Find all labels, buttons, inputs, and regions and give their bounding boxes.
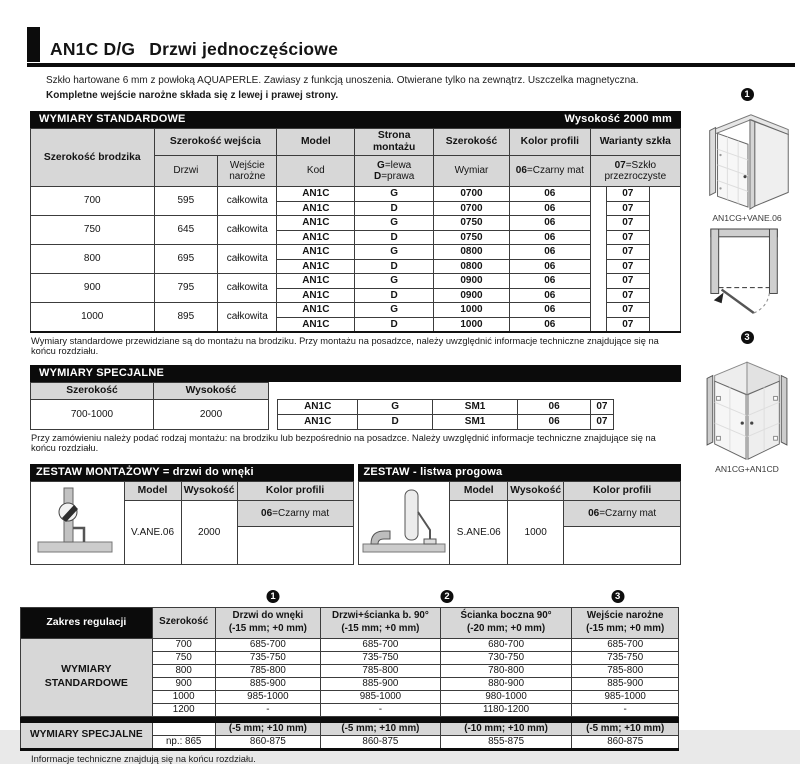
table-cell: 795 <box>154 274 218 303</box>
table-cell: 06 <box>510 245 591 260</box>
table-cell: AN1C <box>277 187 355 202</box>
column-subheader: Kod <box>277 156 355 187</box>
section-bar: ZESTAW - listwa progowa <box>358 464 682 481</box>
spacer-cell <box>590 245 606 260</box>
table-cell: 1180-1200 <box>440 703 572 716</box>
section-title: WYMIARY SPECJALNE <box>39 367 165 379</box>
table-cell: 2000 <box>153 400 268 430</box>
table-cell: 07 <box>606 259 649 274</box>
table-cell: 695 <box>154 245 218 274</box>
title-accent-bar <box>27 27 40 62</box>
intro-text <box>46 73 800 103</box>
table-cell: 06 <box>518 415 591 430</box>
table-cell: 750 <box>152 651 215 664</box>
table-row <box>31 383 682 400</box>
table-cell: 06 <box>510 259 591 274</box>
color-option: 06=Czarny mat <box>564 501 681 527</box>
table-cell: 06 <box>510 274 591 289</box>
footnote: Przy zamówieniu należy podać rodzaj montażu: na brodziku lub bezpośrednio na posadzce. Należy uwzględnić informacje techniczne znajdujące się na końcu rozdziału. <box>31 433 656 453</box>
spacer-cell <box>590 216 606 231</box>
table-cell: 980-1000 <box>440 690 572 703</box>
table-cell: AN1C <box>277 303 355 318</box>
spacer-cell <box>649 259 680 274</box>
table-cell: AN1C <box>278 400 358 415</box>
column-header: Kolor profili <box>510 129 591 156</box>
table-cell: G <box>355 303 434 318</box>
table-cell: G <box>355 245 434 260</box>
table-row <box>31 245 681 260</box>
table-cell: 700 <box>152 638 215 651</box>
table-cell: 0900 <box>433 274 509 289</box>
table-cell: D <box>355 317 434 332</box>
table-cell: 1200 <box>152 703 215 716</box>
section-label: WYMIARY SPECJALNE <box>21 722 153 749</box>
empty-cell <box>269 383 681 400</box>
table-cell: 07 <box>606 187 649 202</box>
table-cell: 685-700 <box>572 638 679 651</box>
table-cell: - <box>572 703 679 716</box>
spacer-cell <box>649 288 680 303</box>
table-cell: 0700 <box>433 187 509 202</box>
table-cell: 735-750 <box>572 651 679 664</box>
column-header: Model <box>277 129 355 156</box>
table-row <box>31 187 681 202</box>
column-header: Wysokość <box>508 482 564 501</box>
config-2-badge: 2 <box>441 590 454 603</box>
table-row <box>31 303 681 318</box>
table-cell: AN1C <box>277 274 355 289</box>
table-cell: AN1C <box>278 415 358 430</box>
table-cell: 06 <box>510 230 591 245</box>
empty-cell <box>152 722 215 735</box>
spacer-cell <box>649 230 680 245</box>
product-name: Drzwi jednoczęściowe <box>149 38 339 59</box>
spacer-cell <box>269 400 278 415</box>
table-cell: 07 <box>606 274 649 289</box>
table-cell: AN1C <box>277 259 355 274</box>
table-cell: całkowita <box>218 274 277 303</box>
table-cell: 07 <box>591 415 614 430</box>
spacer-cell <box>590 288 606 303</box>
table-cell: 645 <box>154 216 218 245</box>
table-row <box>31 216 681 231</box>
table-cell: 885-900 <box>572 677 679 690</box>
column-header: Model <box>124 482 181 501</box>
illustration-label: AN1CG+VANE.06 <box>712 213 782 223</box>
spacer-cell <box>590 187 606 202</box>
spacer-cell <box>590 274 606 289</box>
table-cell: 06 <box>510 288 591 303</box>
spacer-cell <box>613 400 681 415</box>
zestaw-listwa-section <box>358 464 682 565</box>
footnote: Wymiary standardowe przewidziane są do montażu na brodziku. Przy montażu na posadzce, należy uwzględnić informacje techniczne znajdujące się na końcu rozdziału. <box>31 336 659 356</box>
config-range: (-15 mm; +0 mm) <box>341 622 420 634</box>
table-cell: 685-700 <box>321 638 441 651</box>
table-cell: AN1C <box>277 216 355 231</box>
table-cell: 07 <box>606 288 649 303</box>
column-subheader: Wymiar <box>433 156 509 187</box>
table-cell: D <box>355 201 434 216</box>
page-header <box>27 0 681 62</box>
empty-cell <box>237 526 353 564</box>
table-cell: całkowita <box>218 187 277 216</box>
table-cell: 06 <box>510 317 591 332</box>
table-cell: 0750 <box>433 216 509 231</box>
table-row <box>21 607 679 638</box>
table-cell: (-5 mm; +10 mm) <box>572 722 679 735</box>
table-cell: (-5 mm; +10 mm) <box>215 722 320 735</box>
special-dimensions-section <box>30 365 681 453</box>
table-cell: 900 <box>31 274 155 303</box>
model-value: V.ANE.06 <box>124 501 181 565</box>
table-cell: 07 <box>606 230 649 245</box>
table-cell: 800 <box>152 664 215 677</box>
table-cell: 860-875 <box>321 735 441 749</box>
table-cell: 730-750 <box>440 651 572 664</box>
table-row <box>21 638 679 651</box>
table-cell: 0800 <box>433 259 509 274</box>
table-cell: 685-700 <box>215 638 320 651</box>
product-illustrations <box>695 84 799 474</box>
spacer-cell <box>613 415 681 430</box>
config-range: (-15 mm; +0 mm) <box>586 622 665 634</box>
table-cell: 0900 <box>433 288 509 303</box>
table-row <box>21 722 679 735</box>
table-cell: AN1C <box>277 288 355 303</box>
table-cell: AN1C <box>277 245 355 260</box>
config-title: Drzwi+ścianka b. 90° <box>332 610 429 622</box>
table-cell: 785-800 <box>321 664 441 677</box>
table-cell: G <box>355 274 434 289</box>
zestaw-montazowy-section <box>30 464 354 565</box>
column-header: Szerokość <box>31 383 154 400</box>
regulation-table-body <box>21 638 679 749</box>
mounting-profile-illustration <box>31 482 125 565</box>
wall-profile-hinge-drawing <box>34 484 120 558</box>
section-bar <box>30 111 681 128</box>
section-bar: ZESTAW MONTAŻOWY = drzwi do wnęki <box>30 464 354 481</box>
intro-line-1: Szkło hartowane 6 mm z powłoką AQUAPERLE. Zawiasy z funkcją unoszenia. Otwierane tylko na zewnątrz. Uszczelka magnetyczna. <box>46 75 639 86</box>
height-value: 1000 <box>508 501 564 565</box>
column-subheader: 06=Czarny mat <box>510 156 591 187</box>
table-row <box>31 482 354 501</box>
spacer-cell <box>649 274 680 289</box>
table-cell: 860-875 <box>572 735 679 749</box>
table-cell: 06 <box>510 303 591 318</box>
spacer-cell <box>590 303 606 318</box>
config-1-badge: 1 <box>267 590 280 603</box>
column-header: Model <box>450 482 508 501</box>
column-subheader: G=lewa D=prawa <box>355 156 434 187</box>
column-header: Wysokość <box>181 482 237 501</box>
table-cell: 735-750 <box>215 651 320 664</box>
empty-cell <box>564 526 681 564</box>
table-cell: 1000 <box>433 317 509 332</box>
table-cell: 1000 <box>31 303 155 333</box>
column-header <box>321 607 441 638</box>
table-cell: AN1C <box>277 317 355 332</box>
table-cell: 07 <box>606 245 649 260</box>
standard-dimensions-section <box>30 111 681 356</box>
table-cell: 07 <box>606 216 649 231</box>
table-cell: D <box>355 259 434 274</box>
spacer-cell <box>649 245 680 260</box>
table-cell: 985-1000 <box>215 690 320 703</box>
table-cell: SM1 <box>432 415 517 430</box>
table-cell: 700-1000 <box>31 400 154 430</box>
config-3-badge: 3 <box>611 590 624 603</box>
floor-plan-illustration <box>705 223 789 319</box>
spacer-cell <box>590 230 606 245</box>
model-value: S.ANE.06 <box>450 501 508 565</box>
column-subheader: Drzwi <box>154 156 218 187</box>
table-row <box>358 482 681 501</box>
table-cell: 985-1000 <box>321 690 441 703</box>
table-cell: 07 <box>606 201 649 216</box>
standard-table-body <box>31 187 681 333</box>
table-cell: 07 <box>606 317 649 332</box>
table-cell: całkowita <box>218 303 277 333</box>
title-rule <box>27 63 795 67</box>
spacer-cell <box>590 201 606 216</box>
table-cell: 785-800 <box>215 664 320 677</box>
table-cell: 880-900 <box>440 677 572 690</box>
table-cell: 595 <box>154 187 218 216</box>
config-range: (-15 mm; +0 mm) <box>228 622 307 634</box>
table-cell: całkowita <box>218 245 277 274</box>
spacer-cell <box>649 317 680 332</box>
spacer-cell <box>649 201 680 216</box>
table-cell: SM1 <box>432 400 517 415</box>
table-row <box>31 400 682 415</box>
spacer-cell <box>649 216 680 231</box>
table-cell: 06 <box>510 201 591 216</box>
spacer-cell <box>590 259 606 274</box>
config-title: Wejście narożne <box>586 610 664 622</box>
spacer-cell <box>649 187 680 202</box>
table-cell: 885-900 <box>321 677 441 690</box>
table-cell: 785-800 <box>572 664 679 677</box>
section-title: WYMIARY STANDARDOWE <box>39 113 186 125</box>
table-row <box>31 274 681 289</box>
threshold-strip-illustration <box>358 482 450 565</box>
table-cell: AN1C <box>277 201 355 216</box>
table-cell: - <box>321 703 441 716</box>
table-cell: D <box>358 415 433 430</box>
table-cell: AN1C <box>277 230 355 245</box>
table-cell: D <box>355 230 434 245</box>
table-cell: D <box>355 288 434 303</box>
height-note: Wysokość 2000 mm <box>564 113 672 125</box>
column-header: Szerokość wejścia <box>154 129 277 156</box>
standard-dimensions-table <box>30 128 681 333</box>
table-cell: 855-875 <box>440 735 572 749</box>
column-header: Wysokość <box>153 383 268 400</box>
color-option: 06=Czarny mat <box>237 501 353 527</box>
column-subheader: Wejście narożne <box>218 156 277 187</box>
table-cell: 06 <box>510 187 591 202</box>
column-header: Strona montażu <box>355 129 434 156</box>
zestaw-sections <box>30 464 681 565</box>
table-cell: G <box>355 187 434 202</box>
regulation-range-section <box>20 590 679 764</box>
config-1-badge: 1 <box>741 88 754 101</box>
table-cell: 07 <box>591 400 614 415</box>
column-header <box>440 607 572 638</box>
spacer-cell <box>649 303 680 318</box>
config-title: Drzwi do wnęki <box>232 610 304 622</box>
table-cell: 1000 <box>433 303 509 318</box>
column-header: Szerokość <box>433 129 509 156</box>
column-header <box>215 607 320 638</box>
column-header: Szerokość <box>152 607 215 638</box>
column-header: Kolor profili <box>237 482 353 501</box>
threshold-profile-drawing <box>361 484 447 558</box>
zestaw-montazowy-table <box>30 481 354 565</box>
config-3-badge: 3 <box>741 331 754 344</box>
table-cell: 780-800 <box>440 664 572 677</box>
table-cell: (-10 mm; +10 mm) <box>440 722 572 735</box>
config-title: Ścianka boczna 90° <box>460 610 552 622</box>
corner-header: Zakres regulacji <box>21 607 153 638</box>
table-cell: 07 <box>606 303 649 318</box>
table-cell: całkowita <box>218 216 277 245</box>
table-cell: - <box>215 703 320 716</box>
section-bar <box>30 365 681 382</box>
table-cell: 680-700 <box>440 638 572 651</box>
door-niche-illustration <box>701 104 793 212</box>
table-cell: 750 <box>31 216 155 245</box>
table-cell: 735-750 <box>321 651 441 664</box>
table-cell: 1000 <box>152 690 215 703</box>
table-cell: 0700 <box>433 201 509 216</box>
table-cell: 885-900 <box>215 677 320 690</box>
table-cell: np.: 865 <box>152 735 215 749</box>
table-cell: (-5 mm; +10 mm) <box>321 722 441 735</box>
product-code: AN1C D/G <box>50 38 136 59</box>
page-title <box>50 37 338 62</box>
table-cell: 700 <box>31 187 155 216</box>
table-cell: 900 <box>152 677 215 690</box>
intro-line-2: Kompletne wejście narożne składa się z lewej i prawej strony. <box>46 90 339 101</box>
column-header: Warianty szkła <box>590 129 680 156</box>
table-cell: G <box>355 216 434 231</box>
table-cell: 860-875 <box>215 735 320 749</box>
table-cell: 800 <box>31 245 155 274</box>
special-dimensions-table <box>30 382 681 430</box>
table-cell: 0800 <box>433 245 509 260</box>
section-label: WYMIARY STANDARDOWE <box>21 638 153 716</box>
table-cell: 985-1000 <box>572 690 679 703</box>
spacer-cell <box>269 415 278 430</box>
table-cell: 895 <box>154 303 218 333</box>
table-cell: 0750 <box>433 230 509 245</box>
column-header <box>572 607 679 638</box>
config-range: (-20 mm; +0 mm) <box>466 622 546 634</box>
zestaw-listwa-table <box>358 481 682 565</box>
table-cell: 06 <box>518 400 591 415</box>
corner-entry-illustration <box>699 347 795 463</box>
special-table-body <box>31 400 682 430</box>
spacer-cell <box>590 317 606 332</box>
height-value: 2000 <box>181 501 237 565</box>
regulation-table <box>20 607 679 751</box>
table-row <box>31 129 681 156</box>
column-subheader: 07=Szkło przezroczyste <box>590 156 680 187</box>
column-header: Szerokość brodzika <box>31 129 155 187</box>
page-footnote: Informacje techniczne znajdują się na końcu rozdziału. <box>31 753 256 764</box>
table-cell: 06 <box>510 216 591 231</box>
config-badges <box>20 590 679 604</box>
illustration-label: AN1CG+AN1CD <box>715 464 779 474</box>
column-header: Kolor profili <box>564 482 681 501</box>
table-cell: G <box>358 400 433 415</box>
